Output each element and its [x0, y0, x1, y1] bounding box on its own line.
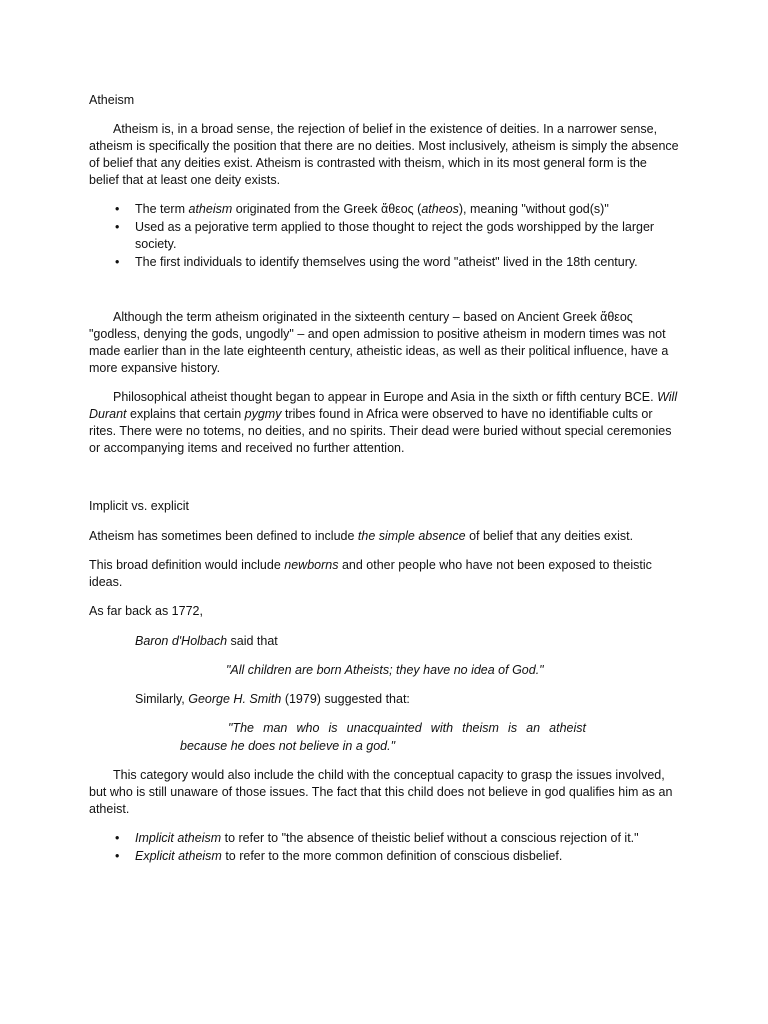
bullet-icon: •: [115, 220, 120, 234]
smith-line: Similarly, George H. Smith (1979) suggested that:: [135, 692, 410, 706]
philosophical-paragraph: Philosophical atheist thought began to appear in Europe and Asia in the sixth or fifth century BCE. Will Durant explains that certain pygmy tribes found in Africa were observed to have no identifiable cults or rites. There were no totems, no deities, and no spirits. Their dead were buried without special ceremonies or accompanying items and received no further attention.: [89, 390, 678, 455]
year-paragraph: As far back as 1772,: [89, 604, 203, 618]
definition-paragraph: Atheism has sometimes been defined to include the simple absence of belief that any deities exist.: [89, 529, 634, 543]
origin-bullet-list: [89, 201, 679, 272]
section-heading: Implicit vs. explicit: [89, 499, 190, 513]
history-paragraph: Although the term atheism originated in the sixteenth century – based on Ancient Greek ἄθεος "godless, denying the gods, ungodly" – and open admission to positive atheism in modern times was not made earlier than in the late eighteenth century, atheistic ideas, as well as their political influence, have a more expansive history.: [89, 310, 669, 375]
definitions-bullet-list: [89, 830, 679, 866]
intro-paragraph: Atheism is, in a broad sense, the rejection of belief in the existence of deities. In a narrower sense, atheism is specifically the position that there are no deities. Most inclusively, atheism is simply the absence of belief that any deities exist. Atheism is contrasted with theism, which in its most general form is the belief that at least one deity exists.: [89, 122, 679, 187]
list-item: • Implicit atheism to refer to "the absence of theistic belief without a conscious rejection of it.": [115, 831, 639, 845]
bullet-icon: •: [115, 849, 120, 863]
bullet-icon: •: [115, 202, 120, 216]
broad-definition-paragraph: This broad definition would include newborns and other people who have not been exposed to theistic ideas.: [89, 558, 652, 589]
bullet-icon: •: [115, 831, 120, 845]
smith-quote-line-1: "The man who is unacquainted with theism is an atheist: [228, 721, 586, 735]
list-item: • Explicit atheism to refer to the more common definition of conscious disbelief.: [115, 849, 563, 863]
list-item: • The first individuals to identify themselves using the word "atheist" lived in the 18th century.: [115, 255, 638, 269]
holbach-quote: "All children are born Atheists; they have no idea of God.": [226, 663, 544, 677]
category-paragraph: This category would also include the child with the conceptual capacity to grasp the issues involved, but who is still unaware of those issues. The fact that this child does not believe in god qualifies him as an atheist.: [89, 768, 673, 816]
list-item: • The term atheism originated from the Greek ἄθεος (atheos), meaning "without god(s)": [115, 202, 609, 216]
bullet-icon: •: [115, 255, 120, 269]
holbach-line: Baron d'Holbach said that: [135, 634, 278, 648]
smith-quote-line-2: because he does not believe in a god.": [180, 739, 396, 753]
page-title: Atheism: [89, 93, 135, 107]
list-item: • Used as a pejorative term applied to those thought to reject the gods worshipped by the larger society.: [115, 220, 655, 251]
